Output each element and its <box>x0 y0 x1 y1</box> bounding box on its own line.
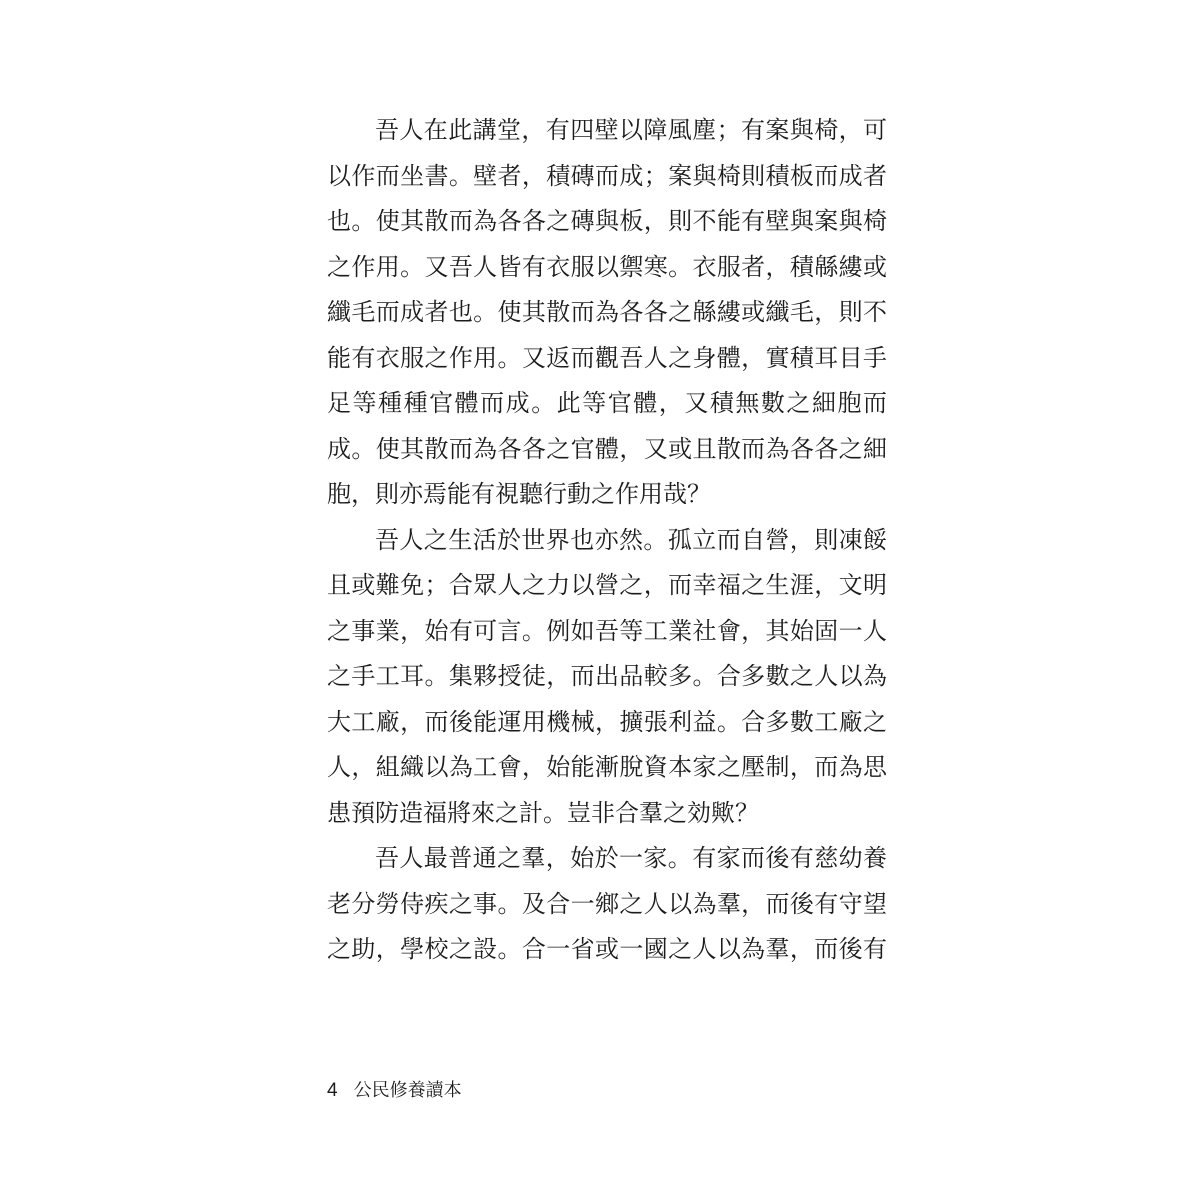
text-line: 成。使其散而為各各之官體，又或且散而為各各之細 <box>327 434 887 463</box>
body-text <box>327 108 887 973</box>
text-line: 之事業，始有可言。例如吾等工業社會，其始固一人 <box>327 616 887 645</box>
text-line: 老分勞侍疾之事。及合一鄉之人以為羣，而後有守望 <box>327 889 887 918</box>
text-line: 之作用。又吾人皆有衣服以禦寒。衣服者，積緜縷或 <box>327 252 887 281</box>
text-line: 能有衣服之作用。又返而觀吾人之身體，實積耳目手 <box>327 343 887 372</box>
text-line: 人，組織以為工會，始能漸脫資本家之壓制，而為思 <box>327 753 887 781</box>
text-line: 纖毛而成者也。使其散而為各各之緜縷或纖毛，則不 <box>327 298 887 326</box>
page-footer <box>327 1076 462 1102</box>
page-number: 4 <box>327 1080 338 1101</box>
text-line: 且或難免；合眾人之力以營之，而幸福之生涯，文明 <box>327 571 887 599</box>
text-line: 患預防造福將來之計。豈非合羣之効歟？ <box>327 798 759 827</box>
text-line: 吾人在此講堂，有四壁以障風塵；有案與椅，可 <box>375 116 887 144</box>
text-line: 之助，學校之設。合一省或一國之人以為羣，而後有 <box>327 935 887 963</box>
text-line: 足等種種官體而成。此等官體，又積無數之細胞而 <box>327 389 887 417</box>
text-line: 吾人最普通之羣，始於一家。有家而後有慈幼養 <box>375 844 887 872</box>
text-line: 之手工耳。集夥授徒，而出品較多。合多數之人以為 <box>327 662 887 690</box>
text-line: 也。使其散而為各各之磚與板，則不能有壁與案與椅 <box>327 207 887 235</box>
book-title: 公民修養讀本 <box>353 1080 462 1101</box>
text-line: 以作而坐書。壁者，積磚而成；案與椅則積板而成者 <box>327 161 887 190</box>
text-line: 大工廠，而後能運用機械，擴張利益。合多數工廠之 <box>327 707 887 736</box>
text-line: 胞，則亦焉能有視聽行動之作用哉？ <box>327 480 711 508</box>
text-line: 吾人之生活於世界也亦然。孤立而自營，則凍餒 <box>375 525 887 554</box>
